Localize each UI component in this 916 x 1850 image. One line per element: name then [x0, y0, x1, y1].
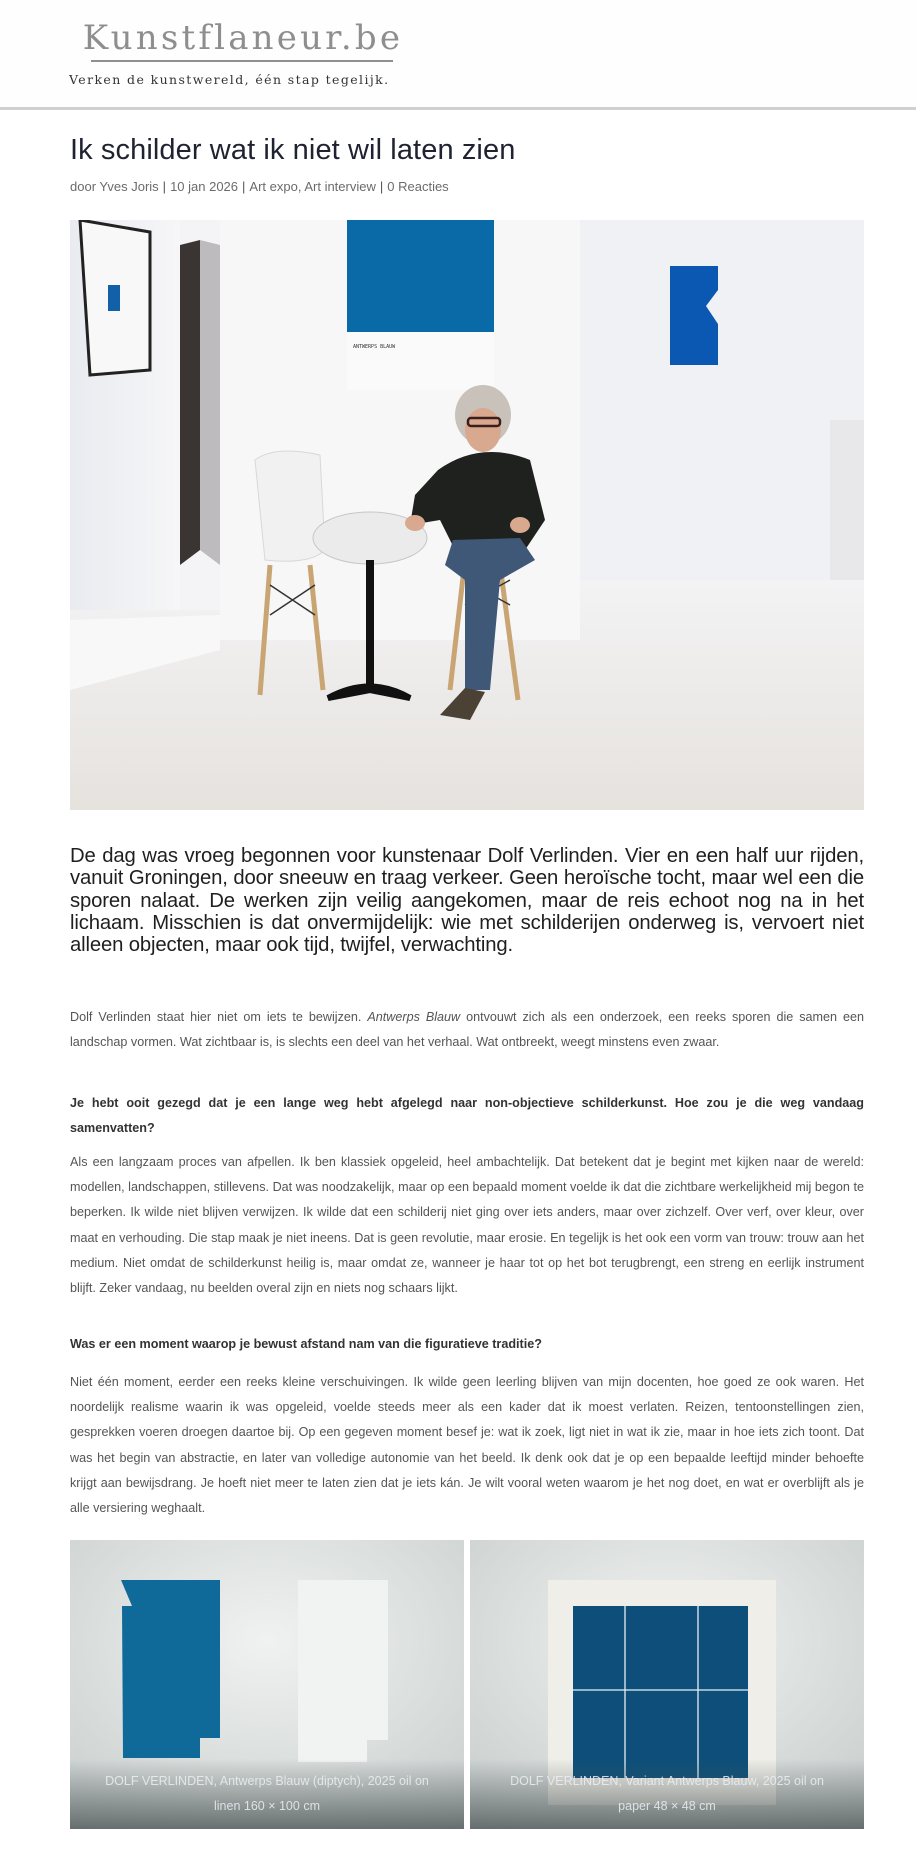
- exhibition-title: Antwerps Blauw: [367, 1010, 461, 1024]
- site-tagline: Verken de kunstwereld, één stap tegelijk.: [69, 72, 390, 87]
- interview-answer: Niet één moment, eerder een reeks kleine verschuivingen. Ik wilde geen leerling blijven van mijn docenten, hoe goed ze ook waren. Het noordelijk realisme waarin ik was opgeleid, voelde steeds meer als een kader dat ik moest verlaten. Reizen, tentoonstellingen zien, gesprekken voeren droegen daartoe bij. Op een gegeven moment besef je: wat ik zoek, ligt niet in wat ik zie, maar in hoe iets zich toont. Dat was het begin van abstractie, en later van volledige autonomie van het beeld. Ik denk ook dat je op een bepaalde leeftijd minder behoefte krijgt aan bewijsdrang. Je hoeft niet meer te laten zien dat je iets kán. Je wilt vooral weten waarom je het nog doet, en wat er overblijft als je alle versiering weghaalt.: [70, 1375, 864, 1516]
- post-title: Ik schilder wat ik niet wil laten zien: [70, 134, 516, 166]
- interview-question: Was er een moment waarop je bewust afstand nam van die figuratieve traditie?: [70, 1337, 542, 1351]
- site-title: Kunstflaneur.be: [82, 18, 404, 58]
- site-header: [0, 0, 916, 108]
- svg-text:ANTWERPS BLAUW: ANTWERPS BLAUW: [353, 344, 396, 350]
- hero-image: [70, 220, 864, 810]
- author-prefix: door: [70, 179, 97, 194]
- gallery-caption: DOLF VERLINDEN, Antwerps Blauw (diptych), 2025 oil on linen 160 × 100 cm: [70, 1759, 464, 1829]
- post-date: 10 jan 2026: [170, 179, 239, 194]
- logo-rule: [91, 60, 393, 62]
- header-divider: [0, 107, 916, 110]
- interview-answer: Als een langzaam proces van afpellen. Ik ben klassiek opgeleid, heel ambachtelijk. Dat betekent dat je begint met kijken naar de wereld: modellen, landschappen, stillevens. Dat was noodzakelijk, maar op een bepaald moment voelde ik dat die zichtbare werkelijkheid mij begon te beperken. Ik wilde niet blijven verwijzen. Ik wilde dat een schilderij niet ging over iets anders, maar over zichzelf. Over verf, over kleur, over maat en verhouding. Die stap maak je niet ineens. Dat is geen revolutie, maar erosie. En tegelijk is het ook een vorm van trouw: trouw aan het medium. Niet omdat de schilderkunst heilig is, maar omdat ze, wanneer je haar tot op het bot terugbrengt, een streng en eerlijk instrument blijft. Zeker vandaag, nu beelden overal zijn en niets nog schaars lijkt.: [70, 1155, 864, 1296]
- comments-link[interactable]: 0 Reacties: [387, 179, 449, 194]
- site-logo[interactable]: [63, 18, 423, 87]
- gallery-item[interactable]: [70, 1540, 464, 1829]
- interview-question: Je hebt ooit gezegd dat je een lange weg hebt afgelegd naar non-objectieve schilderkunst. Hoe zou je die weg vandaag samenvatten?: [70, 1096, 864, 1136]
- gallery-caption: DOLF VERLINDEN, Variant Antwerps Blauw, 2025 oil on paper 48 × 48 cm: [470, 1759, 864, 1829]
- intro-text: ontvouwt zich als een onderzoek, een reeks sporen die samen een landschap vormen. Wat zichtbaar is, is slechts een deel van het verhaal. Wat ontbreekt, weegt minstens even zwaar.: [70, 1010, 865, 1050]
- category-link-art-interview[interactable]: Art interview: [304, 179, 376, 194]
- author-link[interactable]: Yves Joris: [99, 179, 159, 194]
- meta-separator: |: [162, 179, 167, 194]
- meta-separator: |: [242, 179, 246, 194]
- intro-paragraph: [70, 1005, 864, 1055]
- post-meta: door Yves Joris | 10 jan 2026 | Art expo, Art interview | 0 Reacties: [70, 179, 449, 194]
- meta-separator: |: [379, 179, 384, 194]
- category-link-art-expo[interactable]: Art expo: [249, 179, 298, 194]
- lead-paragraph: De dag was vroeg begonnen voor kunstenaar Dolf Verlinden. Vier en een half uur rijden, vanuit Groningen, door sneeuw en traag verkeer. Geen heroïsche tocht, maar wel een die sporen nalaat. De werken zijn veilig aangekomen, maar de reis echoot nog na in het lichaam. Misschien is dat onvermijdelijk: wie met schilderijen onderweg is, vervoert niet alleen objecten, maar ook tijd, twijfel, verwachting.: [70, 845, 864, 957]
- gallery-item[interactable]: [470, 1540, 864, 1829]
- intro-text: Dolf Verlinden staat hier niet om iets te bewijzen.: [70, 1010, 368, 1024]
